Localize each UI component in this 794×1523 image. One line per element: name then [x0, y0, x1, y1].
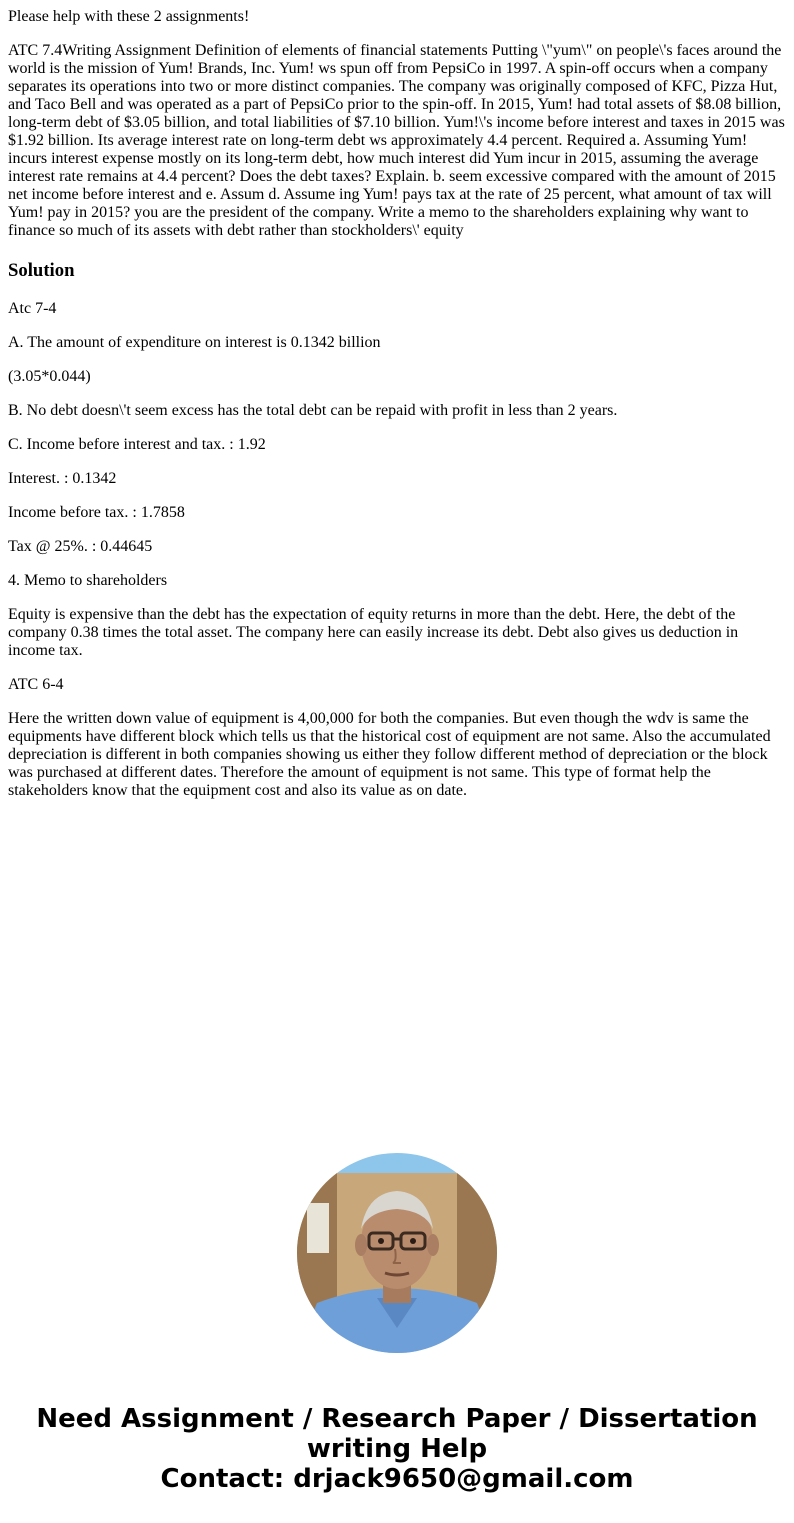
solution-paragraph: 4. Memo to shareholders — [8, 572, 168, 589]
contact-banner — [0, 1404, 794, 1494]
solution-paragraph: Equity is expensive than the debt has the expectation of equity returns in more than the debt. Here, the debt of the company 0.38 times the total asset. The company here can easily increase its debt. Debt also gives us deduction in income tax. — [8, 606, 739, 659]
solution-paragraph: A. The amount of expenditure on interest is 0.1342 billion — [8, 334, 381, 351]
question-body: ATC 7.4Writing Assignment Definition of elements of financial statements Putting \"yum\" on people\'s faces around the world is the mission of Yum! Brands, Inc. Yum! ws spun off from PepsiCo in 1997. A spin-off occurs when a company separates its operations into two or more distinct companies. The company was originally composed of KFC, Pizza Hut, and Taco Bell and was operated as a part of PepsiCo prior to the spin-off. In 2015, Yum! had total assets of $8.08 billion, long-term debt of $3.05 billion, and total liabilities of $7.10 billion. Yum!\'s income before interest and taxes in 2015 was $1.92 billion. Its average interest rate on long-term debt ws approximately 4.4 percent. Required a. Assuming Yum! incurs interest expense mostly on its long-term debt, how much interest did Yum incur in 2015, assuming the average interest rate remains at 4.4 percent? Does the debt taxes? Explain. b. seem excessive compared with the amount of 2015 net income before interest and e. Assum d. Assume ing Yum! pays tax at the rate of 25 percent, what amount of tax will Yum! pay in 2015? you are the president of the company. Write a memo to the shareholders explaining why want to finance so much of its assets with debt rather than stockholders\' equity — [8, 42, 785, 239]
solution-heading: Solution — [8, 260, 75, 281]
banner-contact-line: Contact: drjack9650@gmail.com — [160, 1464, 634, 1494]
author-avatar — [297, 1153, 497, 1353]
avatar-portrait-image — [297, 1153, 497, 1353]
banner-line-2: writing Help — [306, 1434, 488, 1464]
solution-paragraph: Tax @ 25%. : 0.44645 — [8, 538, 153, 555]
solution-paragraph: Interest. : 0.1342 — [8, 470, 117, 487]
solution-paragraph: Income before tax. : 1.7858 — [8, 504, 185, 521]
solution-paragraph: B. No debt doesn\'t seem excess has the total debt can be repaid with profit in less than 2 years. — [8, 402, 618, 419]
question-intro: Please help with these 2 assignments! — [8, 8, 250, 25]
banner-line-1: Need Assignment / Research Paper / Dissertation — [36, 1404, 758, 1434]
solution-paragraph: C. Income before interest and tax. : 1.92 — [8, 436, 266, 453]
solution-paragraph: Here the written down value of equipment is 4,00,000 for both the companies. But even though the wdv is same the equipments have different block which tells us that the historical cost of equipment are not same. Also the accumulated depreciation is different in both companies showing us either they follow different method of depreciation or the block was purchased at different dates. Therefore the amount of equipment is not same. This type of format help the stakeholders know that the equipment cost and also its value as on date. — [8, 710, 771, 799]
solution-paragraph: (3.05*0.044) — [8, 368, 91, 385]
document-content — [8, 0, 786, 816]
solution-paragraph: ATC 6-4 — [8, 676, 64, 693]
solution-paragraph: Atc 7-4 — [8, 300, 57, 317]
